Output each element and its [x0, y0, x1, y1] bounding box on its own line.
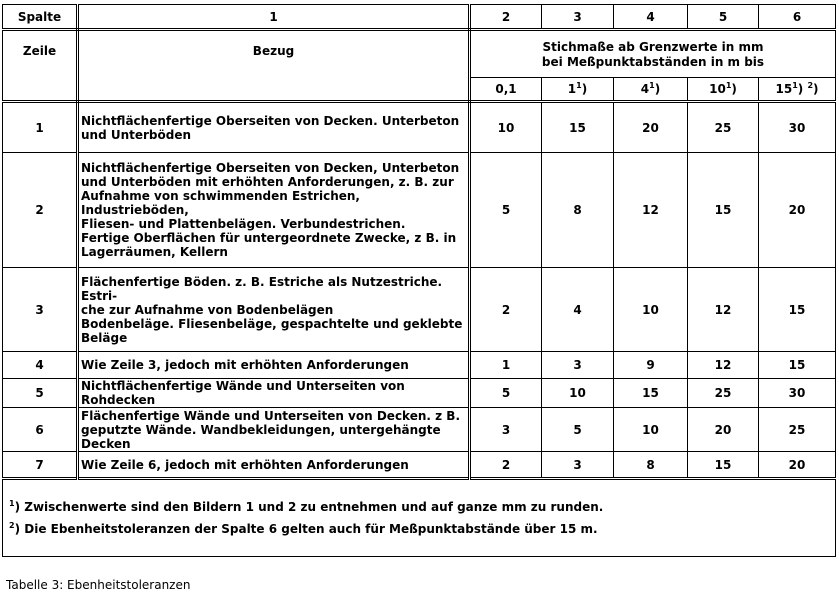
- table-row: [3, 452, 836, 479]
- footnotes-row: [3, 479, 836, 557]
- footnote-1: $^1$) Zwischenwerte sind den Bildern 1 und 2 zu entnehmen und auf ganze mm zu runden.: [9, 499, 604, 514]
- value-cell: 20: [759, 452, 836, 479]
- value-cell: 3: [542, 452, 614, 479]
- bezug-text: Wie Zeile 3, jedoch mit erhöhten Anforderungen: [78, 352, 470, 379]
- value-cell: 5: [470, 379, 542, 408]
- spalte-number-6: 6: [759, 5, 836, 30]
- zeile-number: 7: [3, 452, 78, 479]
- value-cell: 20: [688, 408, 759, 452]
- spalte-number-5: 5: [688, 5, 759, 30]
- value-cell: 15: [688, 452, 759, 479]
- spalte-number-3: 3: [542, 5, 614, 30]
- value-cell: 12: [614, 153, 688, 268]
- spalte-number-4: 4: [614, 5, 688, 30]
- bezug-text: Flächenfertige Böden. z. B. Estriche als Nutzestriche. Estri- che zur Aufnahme von Bodenbelägen Bodenbeläge. Fliesenbeläge, gespachtelte und geklebte Beläge: [78, 268, 470, 352]
- bezug-text: Nichtflächenfertige Oberseiten von Decken. Unterbeton und Unterböden: [78, 102, 470, 153]
- table-caption: Tabelle 3: Ebenheitstoleranzen: [6, 578, 191, 592]
- zeile-label: Zeile: [22, 44, 57, 58]
- value-cell: 5: [470, 153, 542, 268]
- value-cell: 2: [470, 268, 542, 352]
- table-row: [3, 153, 836, 268]
- value-cell: 8: [542, 153, 614, 268]
- value-cell: 9: [614, 352, 688, 379]
- zeile-number: 2: [3, 153, 78, 268]
- value-cell: 15: [688, 153, 759, 268]
- value-cell: 4: [542, 268, 614, 352]
- footnotes: [3, 479, 836, 557]
- value-cell: 1: [470, 352, 542, 379]
- bezug-text: Nichtflächenfertige Wände und Unterseiten von Rohdecken: [78, 379, 470, 408]
- value-cell: 3: [542, 352, 614, 379]
- value-cell: 10: [614, 268, 688, 352]
- value-cell: 12: [688, 352, 759, 379]
- value-cell: 15: [759, 268, 836, 352]
- spalte-label: Spalte: [3, 5, 78, 30]
- zeile-number: 4: [3, 352, 78, 379]
- table-row: [3, 268, 836, 352]
- tolerance-table: [2, 4, 836, 557]
- value-cell: 10: [470, 102, 542, 153]
- value-cell: 30: [759, 379, 836, 408]
- zeile-number: 3: [3, 268, 78, 352]
- value-cell: 30: [759, 102, 836, 153]
- value-cell: 10: [614, 408, 688, 452]
- stichmass-header: [470, 30, 836, 78]
- zeile-number: 5: [3, 379, 78, 408]
- value-cell: 5: [542, 408, 614, 452]
- distance-4: $4^1$): [614, 78, 688, 102]
- value-cell: 20: [614, 102, 688, 153]
- stichmass-line-1: Stichmaße ab Grenzwerte in mm: [542, 40, 764, 54]
- distance-10: $10^1$): [688, 78, 759, 102]
- value-cell: 20: [759, 153, 836, 268]
- distance-15: $15^1$) $^2$): [759, 78, 836, 102]
- zeile-number: 1: [3, 102, 78, 153]
- value-cell: 25: [688, 102, 759, 153]
- value-cell: 2: [470, 452, 542, 479]
- bezug-text: Nichtflächenfertige Oberseiten von Decken, Unterbeton und Unterböden mit erhöhten Anforderungen, z. B. zur Aufnahme von schwimmenden Estrichen, Industrieböden, Fliesen- und Plattenbelägen. Verbundestrichen. Fertige Oberflächen für untergeordnete Zwecke, z B. in Lagerräumen, Kellern: [78, 153, 470, 268]
- footnote-2: $^2$) Die Ebenheitstoleranzen der Spalte 6 gelten auch für Meßpunktabstände über 15 m.: [9, 521, 598, 536]
- value-cell: 8: [614, 452, 688, 479]
- value-cell: 15: [759, 352, 836, 379]
- zeile-header: [3, 30, 78, 102]
- value-cell: 3: [470, 408, 542, 452]
- spalte-number-2: 2: [470, 5, 542, 30]
- table-row: [3, 408, 836, 452]
- bezug-header: [78, 30, 470, 102]
- bezug-text: Flächenfertige Wände und Unterseiten von Decken. z B. geputzte Wände. Wandbekleidungen, untergehängte Decken: [78, 408, 470, 452]
- value-cell: 12: [688, 268, 759, 352]
- bezug-label: Bezug: [252, 44, 295, 58]
- value-cell: 25: [688, 379, 759, 408]
- zeile-number: 6: [3, 408, 78, 452]
- value-cell: 25: [759, 408, 836, 452]
- column-header-row: [3, 30, 836, 78]
- stichmass-line-2: bei Meßpunktabständen in m bis: [541, 55, 765, 69]
- distance-0-1: 0,1: [470, 78, 542, 102]
- tolerance-table-frame: [2, 4, 835, 547]
- table-row: [3, 352, 836, 379]
- value-cell: 10: [542, 379, 614, 408]
- table-row: [3, 379, 836, 408]
- table-row: [3, 102, 836, 153]
- bezug-text: Wie Zeile 6, jedoch mit erhöhten Anforderungen: [78, 452, 470, 479]
- distance-1: $1^1$): [542, 78, 614, 102]
- value-cell: 15: [542, 102, 614, 153]
- spalte-header-row: [3, 5, 836, 30]
- value-cell: 15: [614, 379, 688, 408]
- spalte-number-1: 1: [78, 5, 470, 30]
